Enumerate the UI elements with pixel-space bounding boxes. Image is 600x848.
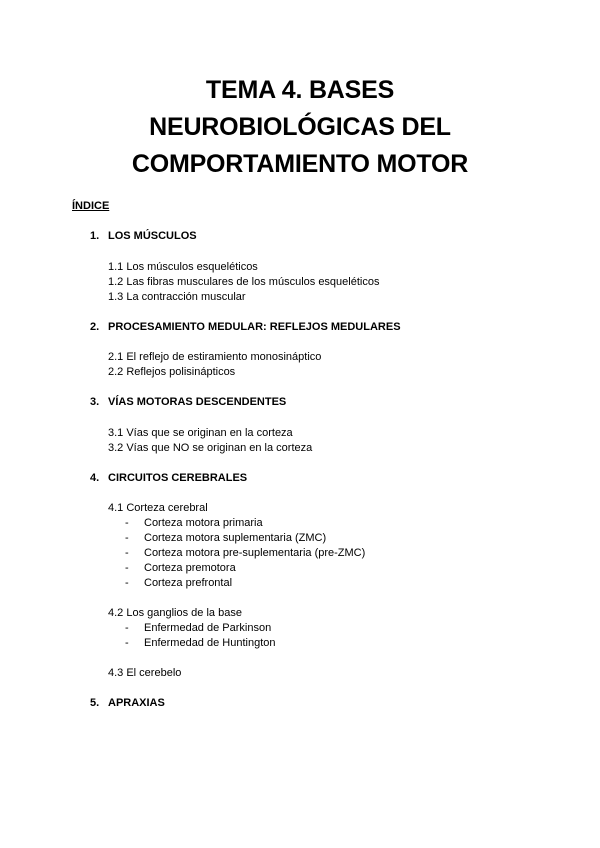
dash-bullet: - (125, 622, 129, 634)
bullet-item (125, 577, 232, 589)
section-title: LOS MÚSCULOS (108, 230, 197, 242)
subsection-item: 3.2 Vías que NO se originan en la corteza (108, 442, 313, 454)
section-heading-5 (90, 697, 165, 709)
section-number: 4. (90, 472, 100, 484)
title-line-1: TEMA 4. BASES (205, 76, 395, 104)
bullet-text: Corteza motora pre-suplementaria (pre-ZMC) (144, 547, 366, 559)
dash-bullet: - (125, 532, 129, 544)
bullet-item (125, 562, 236, 574)
bullet-text: Corteza motora primaria (144, 517, 263, 529)
subsection-item: 4.3 El cerebelo (108, 667, 182, 679)
section-title: VÍAS MOTORAS DESCENDENTES (108, 396, 287, 408)
page-title (0, 72, 600, 183)
bullet-text: Corteza premotora (144, 562, 236, 574)
subsection-item: 2.2 Reflejos polisinápticos (108, 366, 236, 378)
subsection-item: 2.1 El reflejo de estiramiento monosináptico (108, 351, 322, 363)
bullet-item (125, 547, 365, 559)
bullet-text: Enfermedad de Parkinson (144, 622, 272, 634)
subsection-item: 3.1 Vías que se originan en la corteza (108, 427, 293, 439)
bullet-item (125, 622, 271, 634)
section-heading-4 (90, 472, 247, 484)
section-number: 1. (90, 230, 100, 242)
bullet-item (125, 532, 326, 544)
bullet-text: Corteza prefrontal (144, 577, 233, 589)
bullet-item (125, 517, 263, 529)
section-number: 3. (90, 396, 100, 408)
dash-bullet: - (125, 562, 129, 574)
section-heading-1 (90, 230, 197, 242)
bullet-text: Corteza motora suplementaria (ZMC) (144, 532, 327, 544)
index-heading: ÍNDICE (72, 200, 110, 212)
bullet-item (125, 637, 275, 649)
dash-bullet: - (125, 577, 129, 589)
title-line-2: NEUROBIOLÓGICAS DEL (149, 113, 451, 141)
subsection-item: 1.1 Los músculos esqueléticos (108, 261, 258, 273)
section-title: CIRCUITOS CEREBRALES (108, 472, 248, 484)
section-heading-2 (90, 321, 401, 333)
dash-bullet: - (125, 547, 129, 559)
title-line-3: COMPORTAMIENTO MOTOR (131, 150, 469, 178)
bullet-text: Enfermedad de Huntington (144, 637, 276, 649)
section-title: PROCESAMIENTO MEDULAR: REFLEJOS MEDULARES (108, 321, 401, 333)
subsection-item: 1.2 Las fibras musculares de los músculos esqueléticos (108, 276, 380, 288)
subsection-item: 4.2 Los ganglios de la base (108, 607, 242, 619)
dash-bullet: - (125, 517, 129, 529)
dash-bullet: - (125, 637, 129, 649)
section-number: 5. (90, 697, 100, 709)
subsection-item: 4.1 Corteza cerebral (108, 502, 208, 514)
section-heading-3 (90, 396, 286, 408)
section-number: 2. (90, 321, 100, 333)
section-title: APRAXIAS (108, 697, 165, 709)
subsection-item: 1.3 La contracción muscular (108, 291, 246, 303)
